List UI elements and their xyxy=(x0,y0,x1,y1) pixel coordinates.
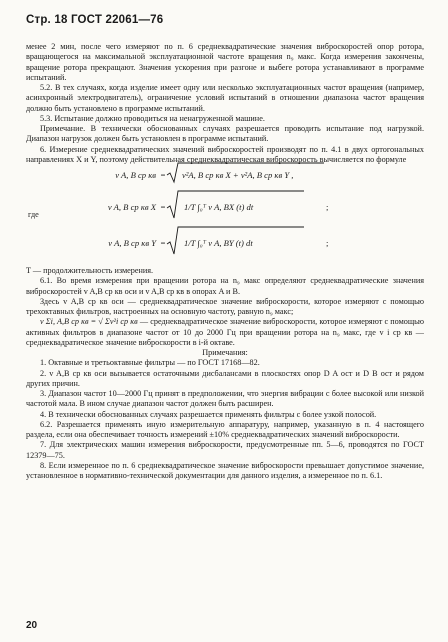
notes-heading: Примечания: xyxy=(202,348,248,357)
paragraph-8: 8. Если измеренное по п. 6 среднеквадратическое значение виброскорости превышает допустимое значение, установленное в нормативно-технической документации для данного изделия, а измеренное по п. 6.1. xyxy=(26,460,424,480)
paragraph-6: 6. Измерение среднеквадратических значений виброскоростей производят по п. 4.1 в двух ортогональных направлениях X и Y, поэтому действительная среднеквадратическая виброскорость вычисляется по формуле xyxy=(26,144,424,164)
document-body xyxy=(26,42,424,481)
note-item-3: 3. Диапазон частот 10—2000 Гц принят в предположении, что энергия вибрации с более высокой или низкой частотой мала. В ином случае диапазон частот должен быть расширен. xyxy=(26,389,424,409)
note-1: Примечание. В технически обоснованных случаях разрешается проводить испытание под нагрузкой. Диапазон нагрузок должен быть установлен в программе испытаний. xyxy=(26,124,424,144)
formula-4: v Σi, A,B ср кв = √ Σv²i ср кв xyxy=(40,317,138,327)
note-item-2: 2. v A,B ср кв оси вызывается остаточными дисбалансами в плоскостях опор D A ост и D B ост и рядом других причин. xyxy=(26,368,424,388)
paragraph-5-2: 5.2. В тех случаях, когда изделие имеет одну или несколько эксплуатационных частот вращения (например, асинхронный электродвигатель), ограничение условий испытаний в отношении диапазона частот вращения должно быть установлено в программе испытаний. xyxy=(26,83,424,113)
page-number: 20 xyxy=(26,620,38,631)
paragraph-7: 7. Для электрических машин измерения виброскорости, предусмотренные пп. 5—6, проводятся по ГОСТ 12379—75. xyxy=(26,440,424,460)
definition-1: Здесь v A,B ср кв оси — среднеквадратическое значение виброскорости, которое измеряют с помощью трехоктавных фильтров, настроенных на основную частоту, равную n₉ макс; xyxy=(26,296,424,316)
note-item-4: 4. В технически обоснованных случаях разрешается применять фильтры с более узкой полосой. xyxy=(40,409,377,419)
paragraph-6-2: 6.2. Разрешается применять иную измерительную аппаратуру, например, указанную в п. 4 настоящего раздела, если она обеспечивает точность измерений ±10% среднеквадратических значений виброскорости. xyxy=(26,419,424,439)
page-header: Стр. 18 ГОСТ 22061—76 xyxy=(26,14,164,26)
formula-block: v A, B ср кв = v²A, B ср кв X + v²A, B ср кв Y , где v A, B ср кв X = 1/T ∫₀ᵀ v A, BX (t) dt ; v A, B ср кв Y = 1/T ∫₀ᵀ v A, BY (t) dt ; xyxy=(26,168,424,264)
t-definition: T — продолжительность измерения. xyxy=(26,266,154,275)
definition-2: v Σi, A,B ср кв = √ Σv²i ср кв — среднеквадратическое значение виброскорости, которое измеряют с помощью активных фильтров в диапазоне частот от 10 до 2000 Гц при вращении ротора на n₉ макс, где v i ср кв — среднеквадратическое значение виброскорости в i-й октаве. xyxy=(26,317,424,347)
paragraph-continuation: менее 2 мин, после чего измеряют по п. 6 среднеквадратические значения виброскоростей опор ротора, вращающегося на максимальной эксплуатационной частоте вращения n₉ макс. Когда измерения закончены, вращение ротора прекращают. Значения ускорения при разгоне и выбеге ротора устанавливают в программе испытаний. xyxy=(26,42,424,82)
where-label: где xyxy=(28,210,39,219)
paragraph-6-1: 6.1. Во время измерения при вращении ротора на n₉ макс определяют среднеквадратические значения виброскоростей v A,B ср кв оси и v A,B ср кв в опорах A и B. xyxy=(26,276,424,296)
note-item-1: 1. Октавные и третьоктавные фильтры — по ГОСТ 17168—82. xyxy=(40,358,260,368)
paragraph-5-3: 5.3. Испытание должно проводиться на ненагруженной машине. xyxy=(40,113,265,123)
